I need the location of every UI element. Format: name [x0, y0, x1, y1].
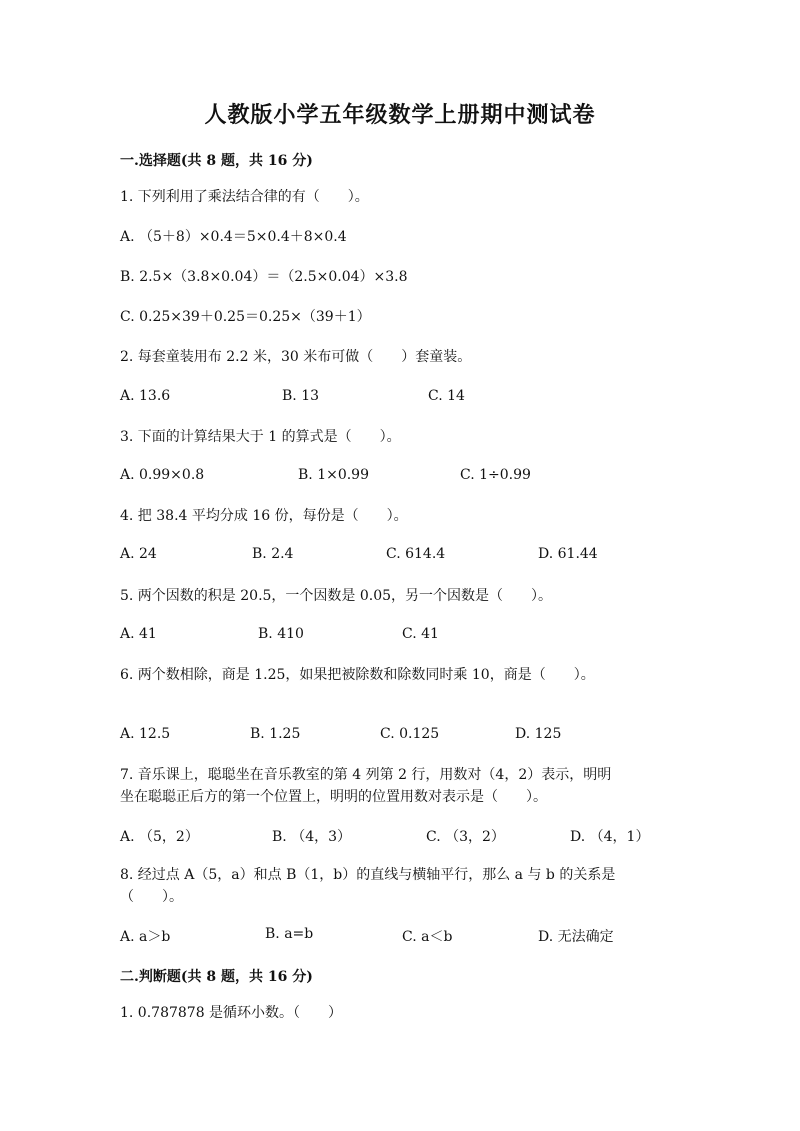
judgement-question-1: 1. 0.787878 是循环小数。（ ） [120, 1005, 343, 1021]
question-1-option-b: B. 2.5×（3.8×0.04）＝（2.5×0.04）×3.8 [120, 269, 408, 285]
question-4-option-d: D. 61.44 [538, 546, 598, 562]
question-8-stem-line-1: 8. 经过点 A（5，a）和点 B（1，b）的直线与横轴平行，那么 a 与 b 的关系是 [120, 867, 616, 883]
question-7-option-a: A. （5，2） [120, 829, 199, 845]
question-2-stem: 2. 每套童装用布 2.2 米，30 米布可做（ ）套童装。 [120, 349, 472, 365]
question-4-stem: 4. 把 38.4 平均分成 16 份，每份是（ ）。 [120, 508, 408, 524]
question-8-stem-line-2: （ ）。 [120, 889, 183, 905]
section-heading-choice: 一.选择题(共 8 题，共 16 分) [120, 153, 313, 169]
question-7-option-d: D. （4，1） [570, 829, 650, 845]
question-5-option-c: C. 41 [402, 626, 439, 642]
question-7-option-c: C. （3，2） [426, 829, 505, 845]
question-3-stem: 3. 下面的计算结果大于 1 的算式是（ ）。 [120, 429, 401, 445]
question-6-option-d: D. 125 [515, 726, 562, 742]
question-8-option-a: A. a＞b [120, 929, 171, 945]
question-2-option-b: B. 13 [282, 388, 320, 404]
question-3-option-c: C. 1÷0.99 [460, 467, 531, 483]
question-2-option-a: A. 13.6 [120, 388, 171, 404]
page-title: 人教版小学五年级数学上册期中测试卷 [204, 102, 596, 128]
question-7-stem-line-1: 7. 音乐课上，聪聪坐在音乐教室的第 4 列第 2 行，用数对（4，2）表示，明明 [120, 767, 612, 783]
question-2-option-c: C. 14 [428, 388, 465, 404]
question-8-option-c: C. a＜b [402, 929, 453, 945]
question-4-option-b: B. 2.4 [252, 546, 294, 562]
question-6-option-a: A. 12.5 [120, 726, 171, 742]
question-8-option-d: D. 无法确定 [538, 929, 614, 945]
question-3-option-b: B. 1×0.99 [298, 467, 369, 483]
question-5-stem: 5. 两个因数的积是 20.5，一个因数是 0.05，另一个因数是（ ）。 [120, 588, 553, 604]
question-1-option-c: C. 0.25×39＋0.25＝0.25×（39＋1） [120, 309, 371, 325]
section-heading-judgement: 二.判断题(共 8 题，共 16 分) [120, 969, 313, 985]
question-1-stem: 1. 下列利用了乘法结合律的有（ ）。 [120, 189, 369, 205]
question-6-stem: 6. 两个数相除，商是 1.25，如果把被除数和除数同时乘 10，商是（ ）。 [120, 667, 595, 683]
question-1-option-a: A. （5＋8）×0.4＝5×0.4＋8×0.4 [120, 229, 347, 245]
question-7-stem-line-2: 坐在聪聪正后方的第一个位置上，明明的位置用数对表示是（ ）。 [120, 789, 547, 805]
question-8-option-b: B. a=b [265, 926, 314, 942]
question-7-option-b: B. （4，3） [272, 829, 352, 845]
question-4-option-c: C. 614.4 [386, 546, 446, 562]
question-5-option-b: B. 410 [258, 626, 304, 642]
question-3-option-a: A. 0.99×0.8 [120, 467, 205, 483]
question-4-option-a: A. 24 [120, 546, 157, 562]
question-6-option-b: B. 1.25 [250, 726, 301, 742]
question-6-option-c: C. 0.125 [380, 726, 440, 742]
question-5-option-a: A. 41 [120, 626, 157, 642]
